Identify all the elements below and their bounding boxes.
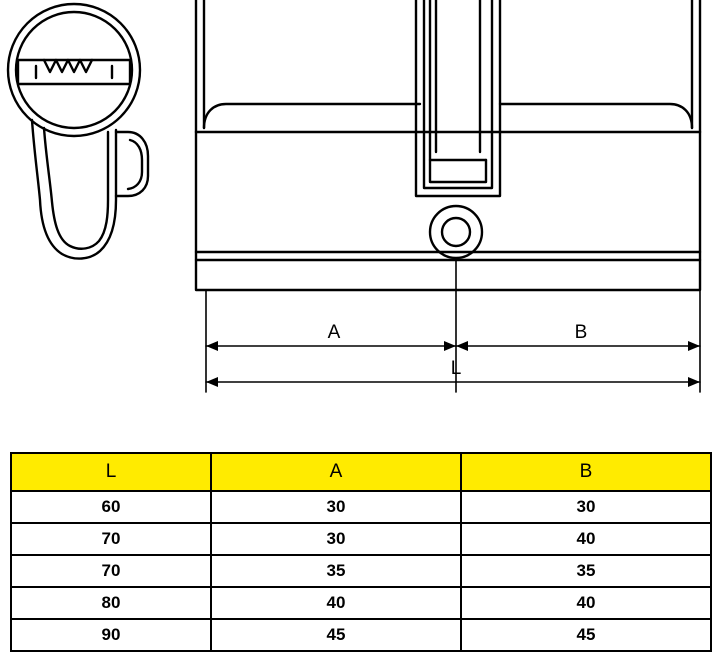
dimension-label-b: B: [574, 322, 588, 343]
dimensions-table-container: [10, 452, 710, 652]
column-header-b: B: [461, 453, 711, 491]
dimension-label-l: L: [450, 358, 462, 379]
cell-b: 30: [461, 491, 711, 523]
cell-a: 40: [211, 587, 461, 619]
cell-l: 70: [11, 555, 211, 587]
column-header-a: A: [211, 453, 461, 491]
table-row: [11, 523, 711, 555]
cell-l: 60: [11, 491, 211, 523]
cell-l: 80: [11, 587, 211, 619]
dimension-label-a: A: [327, 322, 341, 343]
table-row: [11, 491, 711, 523]
table-row: [11, 555, 711, 587]
cell-a: 45: [211, 619, 461, 651]
column-header-l: L: [11, 453, 211, 491]
cell-a: 35: [211, 555, 461, 587]
cell-l: 70: [11, 523, 211, 555]
cell-b: 45: [461, 619, 711, 651]
euro-profile-cylinder: [196, 0, 700, 290]
cell-b: 35: [461, 555, 711, 587]
cell-b: 40: [461, 587, 711, 619]
table-row: [11, 587, 711, 619]
table-header-row: [11, 453, 711, 491]
cell-l: 90: [11, 619, 211, 651]
cell-a: 30: [211, 491, 461, 523]
dimensions-table: [10, 452, 712, 652]
key-profile-cross-section: [8, 4, 148, 259]
table-row: [11, 619, 711, 651]
cell-b: 40: [461, 523, 711, 555]
cell-a: 30: [211, 523, 461, 555]
